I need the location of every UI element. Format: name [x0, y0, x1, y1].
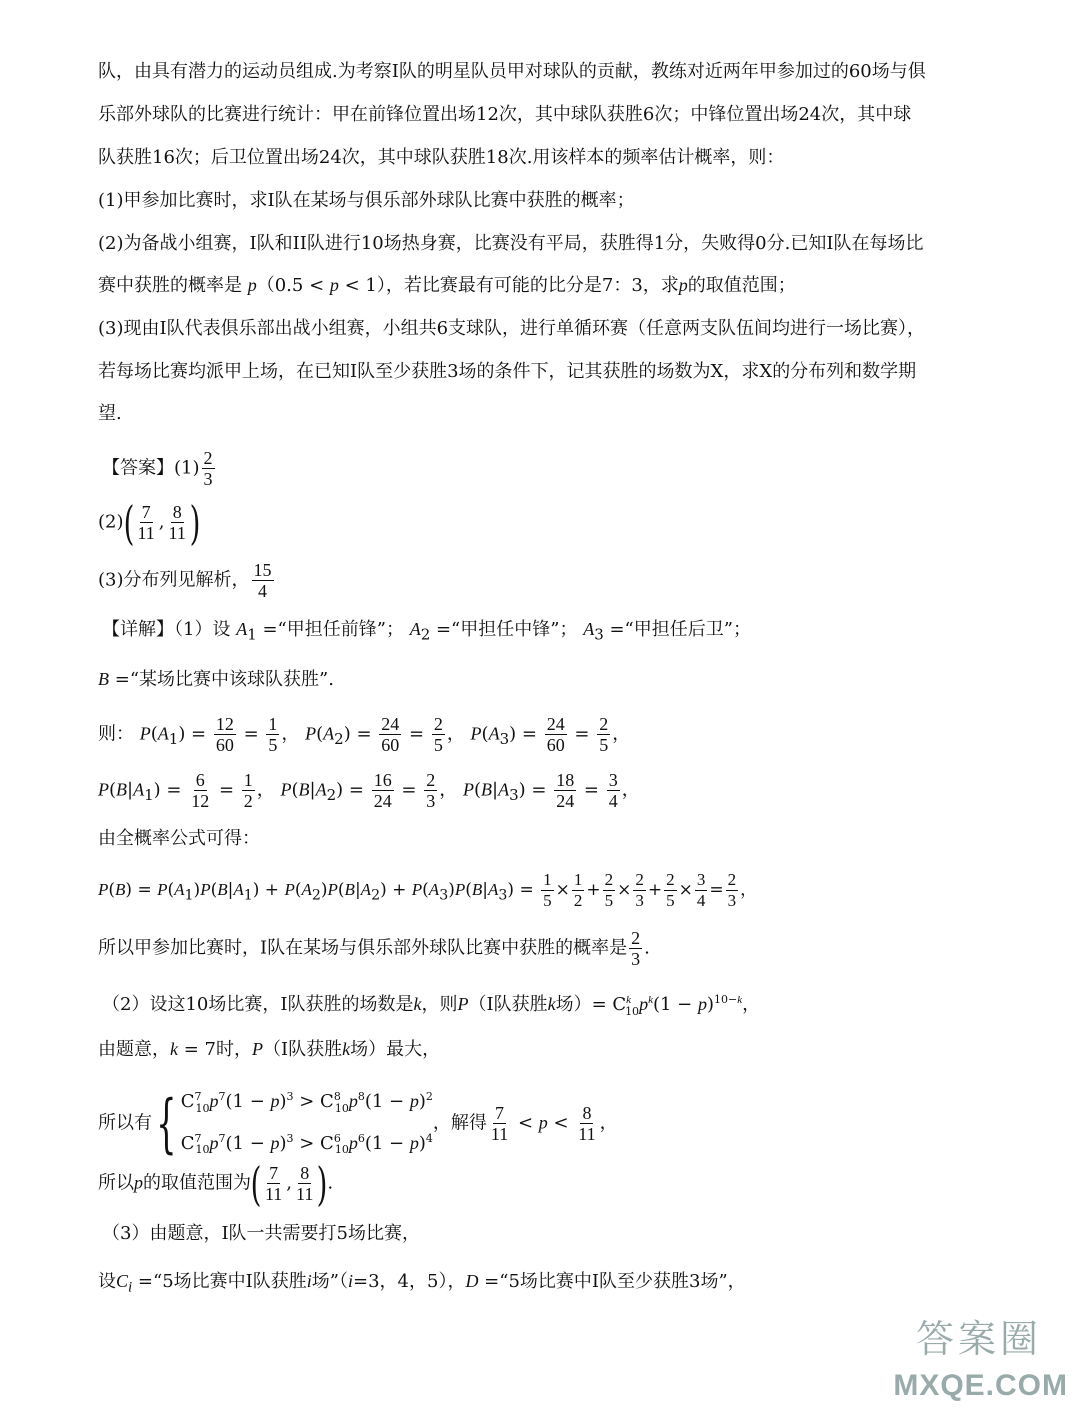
total-prob-label: 由全概率公式可得：: [98, 828, 260, 849]
watermark-cn: 答案圈: [915, 1319, 1042, 1361]
answer-2: (2)( $\frac{7}{11}$ , $\frac{8}{11}$ ): [98, 495, 201, 550]
question-3-line-3: 望.: [98, 403, 122, 424]
total-prob-formula: $P(B) = P(A_1)P(B|A_1) + P(A_2)P(B|A_2) + P(A_3)P(B|A_3)$ = $\frac{1}{5}$ × $\frac{1}{2}$ + $\frac{2}{5}$ × $\frac{2}{3}$ + $\frac{2}{5}$ × $\frac{3}{4}$ = $\frac{2}{3}$ ，: [98, 870, 758, 910]
detail-part-3-def: 设$C_i$ =“5场比赛中I队获胜i场”（i=3，4，5），D =“5场比赛中I队至少获胜3场”，: [98, 1271, 746, 1296]
problem-line-1: 队，由具有潜力的运动员组成.为考察I队的明星队员甲对球队的贡献，教练对近两年甲参加过的60场与俱: [98, 61, 926, 82]
problem-line-2: 乐部外球队的比赛进行统计：甲在前锋位置出场12次，其中球队获胜6次；中锋位置出场24次，其中球: [98, 104, 912, 125]
detail-part-2-max: 由题意，k = 7时，P（I队获胜k场）最大，: [98, 1039, 441, 1060]
detail-part-2-intro: （2）设这10场比赛，I队获胜的场数是k，则P（I队获胜k场）= $C^k_{10}p^k(1 - p)^{10-k}$，: [102, 993, 761, 1018]
problem-line-3: 队获胜16次；后卫位置出场24次，其中球队获胜18次.用该样本的频率估计概率，则：: [98, 147, 785, 168]
question-2-line-2: 赛中获胜的概率是 p（0.5 < p < 1），若比赛最有可能的比分是7：3，求p的取值范围；: [98, 275, 796, 296]
answer-1: 【答案】(1) $\frac{2}{3}$: [102, 448, 213, 489]
watermark-en: MXQE.COM: [893, 1369, 1068, 1402]
question-3-line-1: (3)现由I队代表俱乐部出战小组赛，小组共6支球队，进行单循环赛（任意两支队伍间均进行一场比赛），: [98, 318, 926, 339]
prob-b-given-a: $P(B|A_1)$ = $\frac{6}{12}$ = $\frac{1}{2}$ ， $P(B|A_2)$ = $\frac{16}{24}$ = $\frac{2}{3}$ ， $P(B|A_3)$ = $\frac{18}{24}$ = $\frac{3}{4}$ ，: [98, 770, 640, 811]
fraction: $\frac{2}{3}$: [203, 448, 213, 489]
question-3-line-2: 若每场比赛均派甲上场，在已知I队至少获胜3场的条件下，记其获胜的场数为X，求X的分布列和数学期: [98, 361, 917, 382]
inequality-system: 所以有{ $C^7_{10}p^7(1 - p)^3 > C^8_{10}p^8(1 - p)^2$ $C^7_{10}p^7(1 - p)^3 > C^6_{10}p^6(1 - p)^4$ ，解得 $\frac{7}{11}$ < p < $\frac{8}{11}$ ，: [98, 1086, 618, 1161]
question-1: (1)甲参加比赛时，求I队在某场与俱乐部外球队比赛中获胜的概率；: [98, 190, 635, 211]
detail-part-3-intro: （3）由题意，I队一共需要打5场比赛，: [102, 1223, 421, 1244]
prob-a: 则： $P(A_1)$ = $\frac{12}{60}$ = $\frac{1}{5}$ ， $P(A_2)$ = $\frac{24}{60}$ = $\frac{2}{5}$ ， $P(A_3)$ = $\frac{24}{60}$ = $\frac{2}{5}$ ，: [98, 714, 631, 755]
conclusion-1: 所以甲参加比赛时，I队在某场与俱乐部外球队比赛中获胜的概率是 $\frac{2}{3}$ .: [98, 928, 650, 969]
detail-b-def: B =“某场比赛中该球队获胜”.: [98, 669, 334, 690]
detail-part-1-intro: 【详解】（1）设 $A_1$ =“甲担任前锋”； $A_2$ =“甲担任中锋”； $A_3$ =“甲担任后卫”；: [102, 619, 751, 644]
question-2-line-1: (2)为备战小组赛，I队和II队进行10场热身赛，比赛没有平局，获胜得1分，失败得0分.已知I队在每场比: [98, 233, 924, 254]
range-conclusion: 所以p的取值范围为( $\frac{7}{11}$ , $\frac{8}{11}$ ).: [98, 1156, 334, 1211]
answer-3: (3)分布列见解析， $\frac{15}{4}$: [98, 560, 272, 601]
